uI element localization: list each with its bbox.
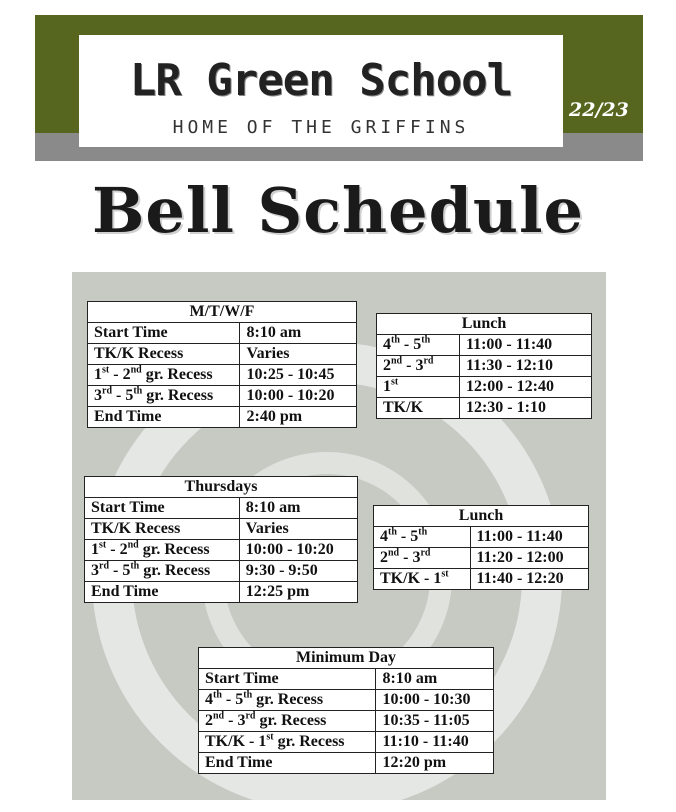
- row-time: 12:25 pm: [239, 582, 357, 603]
- table-row: [88, 344, 357, 365]
- row-time: 8:10 am: [239, 498, 357, 519]
- table-row: [199, 753, 494, 774]
- row-label: TK/K Recess: [85, 519, 240, 540]
- row-label: 4th - 5th: [377, 335, 460, 356]
- row-label: TK/K Recess: [88, 344, 240, 365]
- minimum-day-table: [198, 647, 494, 774]
- row-time: 11:00 - 11:40: [459, 335, 591, 356]
- row-time: 10:35 - 11:05: [376, 711, 494, 732]
- school-year: 22/23: [569, 99, 629, 121]
- mtwf-table: [87, 301, 357, 428]
- lunch-heading: Lunch: [374, 506, 589, 527]
- row-time: 9:30 - 9:50: [239, 561, 357, 582]
- school-tagline: HOME OF THE GRIFFINS: [172, 117, 470, 138]
- row-label: End Time: [88, 407, 240, 428]
- row-time: 10:00 - 10:20: [239, 540, 357, 561]
- row-time: 11:20 - 12:00: [470, 548, 588, 569]
- row-label: 1st: [377, 377, 460, 398]
- table-row: [377, 377, 592, 398]
- school-name: LR Green School: [129, 55, 513, 106]
- school-logo: [79, 35, 563, 147]
- row-time: 2:40 pm: [240, 407, 357, 428]
- table-row: [377, 356, 592, 377]
- row-label: 2nd - 3rd: [374, 548, 471, 569]
- table-row: [85, 519, 358, 540]
- table-row: [377, 335, 592, 356]
- row-label: 3rd - 5th gr. Recess: [88, 386, 240, 407]
- row-label: End Time: [199, 753, 376, 774]
- row-time: 11:30 - 12:10: [459, 356, 591, 377]
- row-time: 11:00 - 11:40: [470, 527, 588, 548]
- row-label: TK/K: [377, 398, 460, 419]
- table-row: [88, 386, 357, 407]
- row-label: 2nd - 3rd gr. Recess: [199, 711, 376, 732]
- table-row: [85, 582, 358, 603]
- row-label: Start Time: [199, 669, 376, 690]
- row-label: TK/K - 1st: [374, 569, 471, 590]
- minimum-day-heading: Minimum Day: [199, 648, 494, 669]
- row-time: 12:20 pm: [376, 753, 494, 774]
- table-row: [374, 569, 589, 590]
- lunch-table-thursdays: [373, 505, 589, 590]
- row-label: End Time: [85, 582, 240, 603]
- table-row: [85, 540, 358, 561]
- row-time: 10:25 - 10:45: [240, 365, 357, 386]
- row-time: 8:10 am: [376, 669, 494, 690]
- page-title: Bell Schedule: [91, 174, 585, 247]
- table-row: [88, 323, 357, 344]
- row-time: 12:00 - 12:40: [459, 377, 591, 398]
- row-time: 10:00 - 10:20: [240, 386, 357, 407]
- row-label: 2nd - 3rd: [377, 356, 460, 377]
- table-row: [85, 498, 358, 519]
- lunch-table-mtwf: [376, 313, 592, 419]
- row-label: TK/K - 1st gr. Recess: [199, 732, 376, 753]
- row-time: 10:00 - 10:30: [376, 690, 494, 711]
- table-row: [85, 561, 358, 582]
- table-row: [88, 365, 357, 386]
- table-row: [199, 690, 494, 711]
- row-time: 8:10 am: [240, 323, 357, 344]
- table-row: [374, 527, 589, 548]
- row-label: 1st - 2nd gr. Recess: [85, 540, 240, 561]
- row-label: 3rd - 5th gr. Recess: [85, 561, 240, 582]
- table-row: [377, 398, 592, 419]
- table-row: [199, 711, 494, 732]
- row-label: Start Time: [85, 498, 240, 519]
- lunch-heading: Lunch: [377, 314, 592, 335]
- row-label: 4th - 5th gr. Recess: [199, 690, 376, 711]
- row-time: 12:30 - 1:10: [459, 398, 591, 419]
- row-label: Start Time: [88, 323, 240, 344]
- table-row: [88, 407, 357, 428]
- table-row: [374, 548, 589, 569]
- mtwf-heading: M/T/W/F: [88, 302, 357, 323]
- row-label: 4th - 5th: [374, 527, 471, 548]
- row-time: 11:10 - 11:40: [376, 732, 494, 753]
- table-row: [199, 669, 494, 690]
- thursdays-heading: Thursdays: [85, 477, 358, 498]
- row-time: 11:40 - 12:20: [470, 569, 588, 590]
- row-label: 1st - 2nd gr. Recess: [88, 365, 240, 386]
- table-row: [199, 732, 494, 753]
- row-time: Varies: [239, 519, 357, 540]
- thursdays-table: [84, 476, 358, 603]
- row-time: Varies: [240, 344, 357, 365]
